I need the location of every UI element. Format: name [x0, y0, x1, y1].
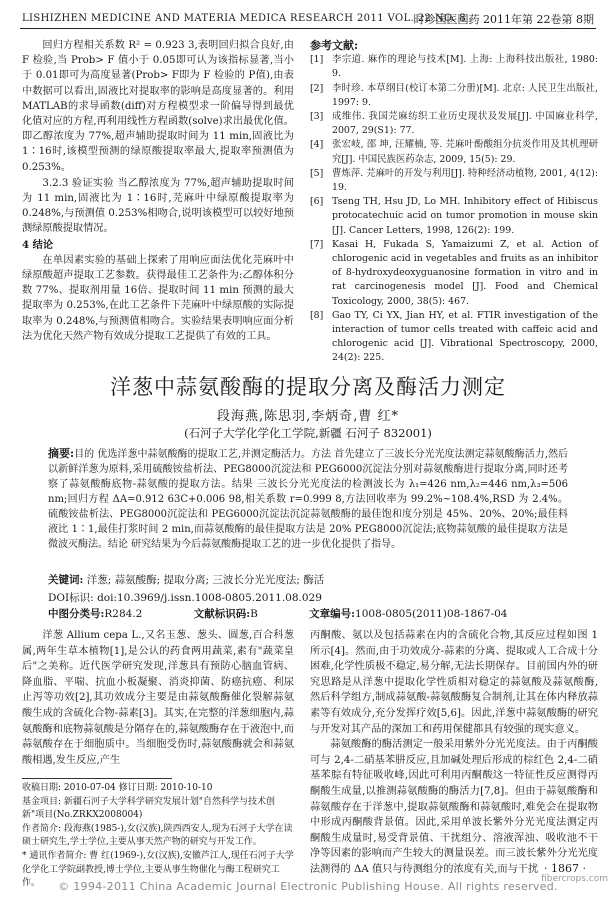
reference-item: [310, 309, 598, 366]
page-number: · 1867 ·: [544, 862, 586, 875]
classification-line: [48, 606, 568, 621]
references-section: [310, 38, 598, 366]
references-title: 参考文献:: [310, 39, 359, 52]
footnote-corresponding-author: * 通讯作者简介: 曹 红(1969-),女(汉族),安徽芦江人,现任石河子大学化学化工学院副教授,博士学位,主要从事生物催化与酶工程研究工作。: [22, 850, 294, 889]
paragraph: 3.2.3 验证实验 当乙醇浓度为 77%,超声辅助提取时间为 11 min,固液比为 1∶16时,芫麻叶中绿原酸提取率为 0.248%,与预测值 0.253%相吻合,说明该模型可以较好地预测绿原酸提取情况。: [22, 177, 294, 235]
abstract-text: 目的 优选洋葱中蒜氨酸酶的提取工艺,并测定酶活力。方法 首先建立了三波长分光光度法测定蒜氨酸酶活力,然后以新鲜洋葱为原料,采用硫酸铵盐析法、PEG8000沉淀法和 PEG6000沉淀法分别对蒜氨酸酶进行提取分离,同时还考察了蒜氨酸酶底物-蒜氨酸的提取方法。结果 三波长分光光度法的检测波长为 λ₁=426 nm,λ₂=446 nm,λ₃=506 nm;回归方程 ΔA=0.912 63C+0.006 98,相关系数 r=0.999 8,方法回收率为 99.2%~108.4%,RSD 为 2.4%。硫酸铵盐析法、PEG8000沉淀法和 PEG6000沉淀法沉淀蒜氨酸酶的最佳饱和度分别是 45%、20%、20%;最佳料液比 1∶1,最佳打浆时间 2 min,而蒜氨酸酶的最佳提取方法是 20% PEG8000沉淀法;底物蒜氨酸的最佳提取方法是微波灭酶法。结论 研究结果为今后蒜氨酸酶提取工艺的进一步优化提供了指导。: [48, 449, 568, 550]
abstract-label: 摘要:: [48, 447, 75, 460]
clc-label: 中图分类号:: [48, 608, 105, 620]
reference-item: [310, 82, 598, 110]
reference-text: Gao TY, Ci YX, Jian HY, et al. FTIR investigation of the interaction of tumor cells treated with caffeic acid and chlorogenic acid [J]. Vibrational Spectroscopy, 2000, 24(2): 225.: [332, 309, 598, 364]
reference-text: 张宏岐, 邵 坤, 汪耀楠, 等. 芫麻叶酚酸组分抗炎作用及其机理研究[J]. 中国民族医药杂志, 2009, 15(5): 29.: [332, 139, 598, 165]
reference-text: Tseng TH, Hsu JD, Lo MH. Inhibitory effect of Hibiscus protocatechuic acid on tumor promotion in mouse skin [J]. Cancer Letters, 1998, 126(2): 199.: [332, 196, 598, 236]
footnote-rule: [22, 778, 172, 779]
body-left-column: [22, 628, 294, 768]
reference-text: 成维伟. 我国芫麻纺织工业历史现状及发展[J]. 中国麻业科学, 2007, 29(S1): 77.: [332, 111, 598, 137]
footnotes: [22, 782, 294, 891]
journal-header-chinese: 时珍国医国药 2011年第 22卷第 8期: [413, 13, 594, 26]
section-heading: 4 结论: [22, 238, 54, 251]
footnote-author: 作者简介: 段海燕(1985-),女(汉族),陕西西安人,现为石河子大学在读硕士研究生,学士学位,主要从事天然产物的研究与开发工作。: [22, 823, 293, 848]
clc-value: R284.2: [104, 608, 143, 620]
paragraph: 丙酮酸、氨以及包括蒜素在内的含硫化合物,其反应过程如图 1所示[4]。然而,由于功效成分-蒜素的分离、提取或人工合成十分困难,化学性质极不稳定,易分解,无法长期保存。目前国内外的研究思路是从洋葱中提取化学性质相对稳定的蒜氨酸及蒜氨酸酶,然后科学组方,制成蒜氨酸-蒜氨酸酶复合制剂,让其在体内释放蒜素等有效成分,充分发挥疗效[5,6]。因此,洋葱中蒜氨酸酶的研究与开发对其产品的深加工和药用保健都具有较强的现实意义。: [310, 630, 598, 735]
left-column-text: [22, 38, 294, 344]
reference-item: [310, 53, 598, 81]
reference-number: [4]: [310, 139, 324, 151]
paragraph: 在单因素实验的基础上探索了用响应面法优化芫麻叶中绿原酸超声提取工艺参数。获得最佳工艺条件为:乙醇体积分数 77%、提取剂用量 16倍、提取时间 11 min 预测的最大提取率为 0.253%,在此工艺条件下芫麻叶中绿原酸的实际提取率为 0.248%,与预测值相吻合。实验结果表明响应面分析法为优化天然产物有效成分提取工艺提供了有效的工具。: [22, 254, 294, 342]
reference-number: [3]: [310, 111, 324, 123]
doi-value: doi:10.3969/j.issn.1008-0805.2011.08.029: [97, 592, 322, 604]
copyright-notice: © 1994-2011 China Academic Journal Electronic Publishing House. All rights reserved.: [58, 880, 558, 893]
reference-item: [310, 238, 598, 309]
body-right-column: [310, 628, 598, 878]
article-number-label: 文章编号:: [309, 608, 356, 620]
reference-number: [7]: [310, 238, 324, 250]
article-authors: 段海燕,陈思羽,李炳奇,曹 红*: [216, 409, 400, 424]
footnote-funding: 基金项目: 新疆石河子大学科学研究发展计划"自然科学与技术创新"项目(No.ZRKX2008004): [22, 796, 276, 821]
header-rule: [20, 28, 596, 29]
reference-number: [1]: [310, 54, 324, 66]
doc-code-label: 文献标识码:: [193, 608, 251, 620]
reference-number: [6]: [310, 196, 324, 208]
watermark: fibercrops.com: [541, 874, 608, 884]
keywords-line: [48, 572, 568, 587]
paragraph: 回归方程相关系数 R² = 0.923 3,表明回归拟合良好,由 F 检验,当 Prob> F 值小于 0.05即可认为该指标显著,当小于 0.01即可为高度显著(Prob> F即为 F 检验的 P值),由表中数据可以看出,固液比对提取率的影响是高度显著的。利用 MATLAB的求导函数(diff)对方程模型求一阶偏导得到最优化值对应的方程,再利用线性方程函数(solve)求出最优化值。即乙醇浓度为 77%,超声辅助提取时间为 11 min,固液比为 1∶16时,该模型预测的绿原酸提取率最大,提取率预测值为 0.253%。: [22, 40, 294, 173]
footnote-dates: 收稿日期: 2010-07-04 修订日期: 2010-10-10: [22, 783, 213, 793]
reference-text: Kasai H, Fukada S, Yamaizumi Z, et al. Action of chlorogenic acid in vegetables and fruits as an inhibitor of 8-hydroxydeoxyguanosine formation in vitro and in rat carcinogenesis model [J]. Food and Chemical Toxicology, 2000, 38(5): 467.: [332, 238, 598, 307]
keywords-label: 关键词:: [48, 574, 84, 586]
paragraph: 蒜氨酸酶的酶活测定一般采用紫外分光光度法。由于丙酮酸可与 2,4-二硝基苯肼反应,且加碱处理后形成的棕红色 2,4-二硝基苯腙有特征吸收峰,因此可利用丙酮酸这一特征性反应测得丙酮酸生成量,以推测蒜氨酸酶的酶活力[7,8]。但由于蒜氨酸酶和蒜氨酸存在于洋葱中,提取蒜氨酸酶和蒜氨酸时,难免会在提取物中形成丙酮酸背景值。因此,采用单波长紫外分光光度法测定丙酮酸生成量时,易受背景值、干扰组分、溶液浑浊、吸收池不干净等因素的影响而产生较大的测量误差。而三波长紫外分光光度法测得的 ΔA 值只与待测组分的浓度有关,而与干扰: [310, 739, 598, 875]
keywords-text: 洋葱; 蒜氨酸酶; 提取分离; 三波长分光光度法; 酶活: [86, 574, 325, 586]
reference-item: [310, 167, 598, 195]
reference-number: [8]: [310, 309, 324, 321]
reference-text: 李时珍. 本草纲目(校订本第二分册)[M]. 北京: 人民卫生出版社, 1997: 9.: [332, 82, 598, 108]
abstract: [48, 446, 568, 552]
article-title: 洋葱中蒜氨酸酶的提取分离及酶活力测定: [110, 375, 506, 399]
doc-code-value: B: [250, 608, 258, 620]
reference-text: 曹炼萍. 芫麻叶的开发与利用[J]. 特种经济动植物, 2001, 4(12): 19.: [332, 167, 598, 194]
reference-number: [2]: [310, 82, 324, 94]
paragraph: 洋葱 Allium cepa L.,又名玉葱、葱头、圆葱,百合科葱属,两年生草本植物[1],是公认的药食两用蔬菜,素有"蔬菜皇后"之美称。近代医学研究发现,洋葱具有预防心脑血管病、降血脂、平喘、抗血小板凝聚、消炎抑菌、防癌抗癌、利尿止泻等功效[2],其功效成分主要是由蒜氨酸酶催化裂解蒜氨酸生成的含硫化合物-蒜素[3]。其实,在完整的洋葱细胞内,蒜氨酸酶和底物蒜氨酸是分隔存在的,蒜氨酸酶存在于液泡中,而蒜氨酸存在于细胞质中。当细胞受伤时,蒜氨酸酶就会和蒜氨酸相遇,发生反应,产生: [22, 630, 294, 766]
reference-item: [310, 110, 598, 138]
reference-item: [310, 195, 598, 238]
article-affiliation: (石河子大学化学化工学院,新疆 石河子 832001): [184, 426, 432, 440]
reference-item: [310, 138, 598, 166]
article-number-value: 1008-0805(2011)08-1867-04: [355, 608, 508, 620]
journal-header-english: LISHIZHEN MEDICINE AND MATERIA MEDICA RESEARCH 2011 VOL. 22 NO. 8: [22, 13, 466, 24]
reference-text: 李宗道. 麻作的理论与技术[M]. 上海: 上海科技出版社, 1980: 9.: [332, 54, 598, 80]
doi-label: DOI标识:: [48, 592, 94, 604]
doi-line: [48, 590, 568, 605]
reference-number: [5]: [310, 167, 324, 179]
